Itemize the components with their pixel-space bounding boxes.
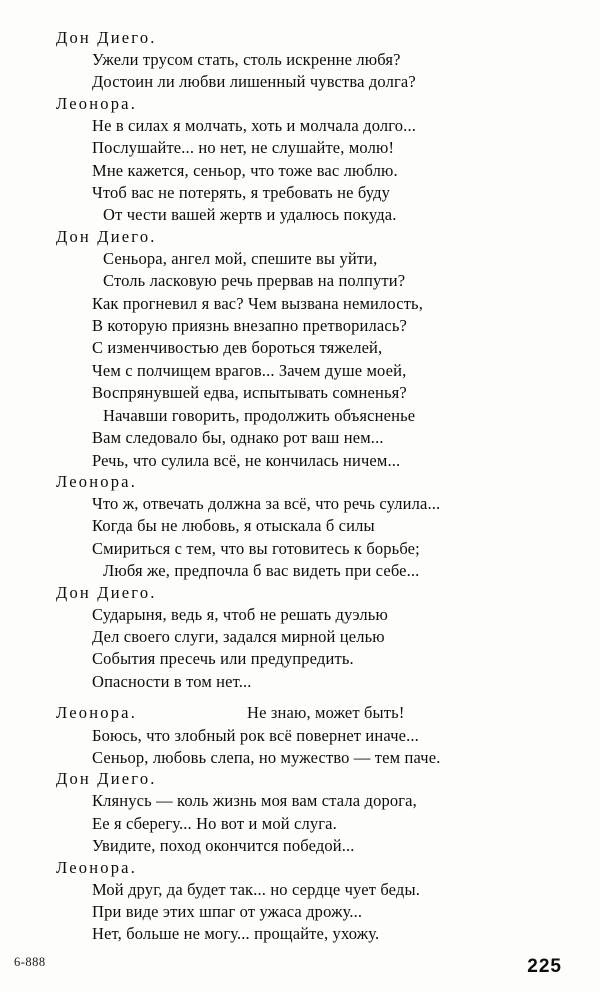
speech-lines: [48, 725, 558, 770]
speech-lines: [48, 604, 558, 694]
verse-line: Сударыня, ведь я, чтоб не решать дуэлью: [92, 604, 388, 624]
verse-line: Речь, что сулила всё, не кончилась ничем...: [92, 450, 401, 470]
speaker-row: [48, 702, 558, 724]
dialogue-block: [48, 769, 558, 857]
verse-line: Дел своего слуги, задался мирной целью: [92, 626, 385, 646]
page-footer: [0, 936, 600, 992]
verse-line: Ужели трусом стать, столь искренне любя?: [92, 50, 401, 69]
verse-line: Сеньор, любовь слепа, но мужество — тем паче.: [92, 747, 441, 767]
verse-line: Сеньора, ангел мой, спешите вы уйти,: [103, 248, 378, 268]
verse-line: Что ж, отвечать должна за всё, что речь сулила...: [92, 493, 441, 513]
speech-lines: [48, 115, 558, 227]
verse-line: Не в силах я молчать, хоть и молчала долго...: [92, 115, 416, 135]
dialogue-block: [48, 702, 558, 769]
verse-line: Увидите, поход окончится победой...: [92, 836, 355, 856]
speaker-name: Дон Диего.: [56, 28, 157, 47]
dialogue-block: [48, 28, 558, 94]
speaker-name: Леонора.: [56, 471, 138, 491]
dialogue-block: [48, 583, 558, 694]
verse-line: Смириться с тем, что вы готовитесь к борьбе;: [92, 538, 420, 558]
verse-line: Воспрянувшей едва, испытывать сомненья?: [92, 383, 407, 403]
speech-lines: [48, 248, 558, 472]
dialogue-block: [48, 94, 558, 227]
verse-line: Опасности в том нет...: [92, 671, 252, 691]
page-number: 225: [527, 956, 562, 977]
speaker-name: Леонора.: [56, 857, 138, 877]
verse-line: Боюсь, что злобный рок всё повернет иначе...: [92, 725, 419, 745]
verse-line-inline: Не знаю, может быть!: [247, 703, 405, 723]
speaker-name: Дон Диего.: [56, 226, 157, 246]
speaker-name: Леонора.: [56, 93, 138, 113]
verse-line: Любя же, предпочла б вас видеть при себе...: [103, 561, 420, 581]
verse-line: События пресечь или предупредить.: [92, 649, 354, 669]
dialogue-block: [48, 858, 558, 946]
verse-line: Мне кажется, сеньор, что тоже вас люблю.: [92, 160, 398, 180]
verse-line: Как прогневил я вас? Чем вызвана немилость,: [92, 293, 424, 313]
verse-line: Столь ласковую речь прервав на полпути?: [103, 271, 406, 291]
speech-lines: [48, 790, 558, 857]
verse-line: Чтоб вас не потерять, я требовать не буду: [92, 183, 391, 203]
speaker-name: Дон Диего.: [56, 582, 157, 602]
verse-line: С изменчивостью дев бороться тяжелей,: [92, 338, 383, 358]
verse-line: От чести вашей жертв и удалюсь покуда.: [103, 205, 397, 225]
speech-lines: [48, 49, 558, 94]
speaker-name: Леонора.: [56, 703, 138, 723]
verse-line: Чем с полчищем врагов... Зачем душе моей,: [92, 360, 407, 380]
speaker-name: Дон Диего.: [56, 769, 157, 789]
verse-line: Начавши говорить, продолжить объясненье: [103, 405, 416, 425]
printer-signature: 6-888: [14, 955, 46, 969]
verse-line: Вам следовало бы, однако рот ваш нем...: [92, 428, 384, 448]
verse-line: Мой друг, да будет так... но сердце чует беды.: [92, 879, 420, 899]
play-text-body: [48, 28, 558, 946]
verse-line: Достоин ли любви лишенный чувства долга?: [92, 72, 416, 92]
verse-line: Нет, больше не могу... прощайте, ухожу.: [92, 924, 380, 944]
verse-line: Ее я сберегу... Но вот и мой слуга.: [92, 813, 337, 833]
verse-line: Послушайте... но нет, не слушайте, молю!: [92, 138, 395, 158]
verse-line: Когда бы не любовь, я отыскала б силы: [92, 516, 375, 536]
verse-line: В которую приязнь внезапно претворилась?: [92, 316, 407, 336]
dialogue-block: [48, 227, 558, 472]
speech-lines: [48, 493, 558, 583]
verse-line: При виде этих шпаг от ужаса дрожу...: [92, 902, 363, 921]
verse-line: Клянусь — коль жизнь моя вам стала дорога,: [92, 791, 417, 811]
dialogue-block: [48, 472, 558, 583]
